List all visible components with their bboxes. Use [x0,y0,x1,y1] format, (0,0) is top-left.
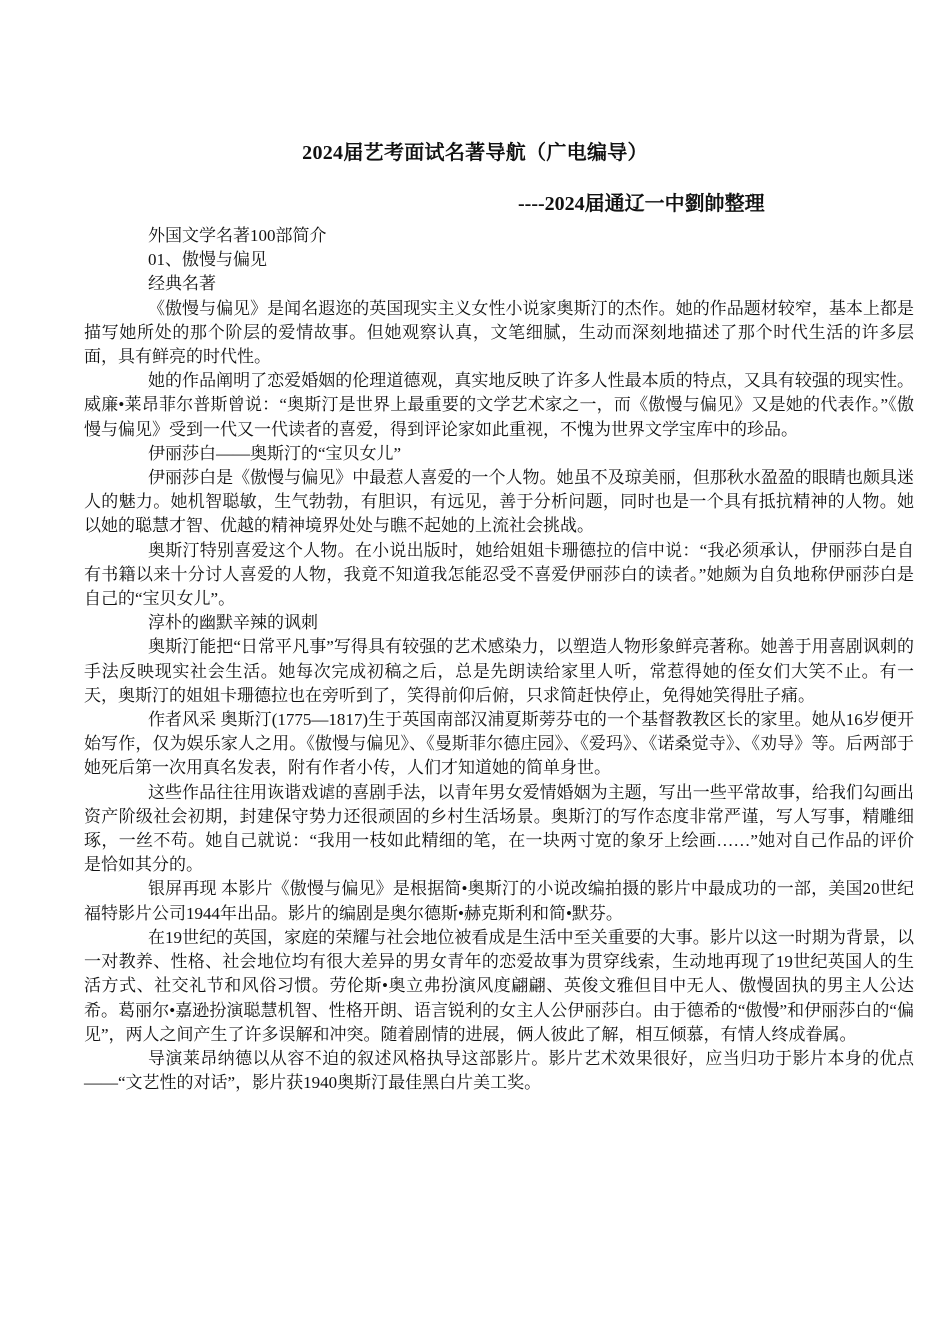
body-paragraph: 她的作品阐明了恋爱婚姻的伦理道德观，真实地反映了许多人性最本质的特点，又具有较强的现实性。威廉•莱昂菲尔普斯曾说：“奥斯汀是世界上最重要的文学艺术家之一，而《傲慢与偏见》又是她的代表作。”《傲慢与偏见》受到一代又一代读者的喜爱，得到评论家如此重视，不愧为世界文学宝库中的珍品。 [84,371,914,439]
body-paragraph: 《傲慢与偏见》是闻名遐迩的英国现实主义女性小说家奥斯汀的杰作。她的作品题材较窄，基本上都是描写她所处的那个阶层的爱情故事。但她观察认真，文笔细腻，生动而深刻地描述了那个时代生活的许多层面，具有鲜亮的时代性。 [84,298,914,367]
body-paragraph: 奥斯汀能把“日常平凡事”写得具有较强的艺术感染力，以塑造人物形象鲜亮著称。她善于用喜剧讽刺的手法反映现实社会生活。她每次完成初稿之后，总是先朗读给家里人听，常惹得她的侄女们大笑不止。有一天，奥斯汀的姐姐卡珊德拉也在旁听到了，笑得前仰后俯，只求简赶快停止，免得她笑得肚子痛。 [84,637,914,705]
body-paragraph: 01、傲慢与偏见 [148,250,267,270]
body-paragraph: 经典名著 [148,274,216,294]
document-title: 2024届艺考面试名著导航（广电编导） [302,142,648,164]
body-paragraph: 奥斯汀特别喜爱这个人物。在小说出版时，她给姐姐卡珊德拉的信中说：“我必须承认，伊丽莎白是自有书籍以来十分讨人喜爱的人物，我竟不知道我怎能忍受不喜爱伊丽莎白的读者。”她颇为自负地称伊丽莎白是自己的“宝贝女儿”。 [84,540,914,609]
body-paragraph: 作者风采 奥斯汀(1775—1817)生于英国南部汉浦夏斯蒡芬屯的一个基督教教区长的家里。她从16岁便开始写作，仅为娱乐家人之用。《傲慢与偏见》、《曼斯菲尔德庄园》、《爱玛》、《诺桑觉寺》、《劝导》等。后两部于她死后第一次用真名发表，附有作者小传，人们才知道她的简单身世。 [84,710,914,778]
document-body [84,224,914,1095]
body-paragraph: 伊丽莎白是《傲慢与偏见》中最惹人喜爱的一个人物。她虽不及琼美丽，但那秋水盈盈的眼睛也颇具迷人的魅力。她机智聪敏，生气勃勃，有胆识，有远见，善于分析问题，同时也是一个具有抵抗精神的人物。她以她的聪慧才智、优越的精神境界处处与瞧不起她的上流社会挑战。 [84,468,914,536]
body-paragraph: 这些作品往往用诙谐戏谑的喜剧手法，以青年男女爱情婚姻为主题，写出一些平常故事，给我们勾画出资产阶级社会初期，封建保守势力还很顽固的乡村生活场景。奥斯汀的写作态度非常严谨，写人写事，精雕细琢，一丝不苟。她自己就说：“我用一枝如此精细的笔，在一块两寸宽的象牙上绘画……”她对自己作品的评价是恰如其分的。 [84,782,914,875]
body-paragraph: 外国文学名著100部简介 [148,226,327,245]
body-paragraph: 导演莱昂纳德以从容不迫的叙述风格执导这部影片。影片艺术效果很好，应当归功于影片本身的优点——“文艺性的对话”，影片获1940奥斯汀最佳黑白片美工奖。 [84,1048,914,1093]
document-subtitle: ----2024届通辽一中劉帥整理 [518,193,765,215]
body-paragraph: 淳朴的幽默辛辣的讽刺 [148,613,318,633]
body-paragraph: 银屏再现 本影片《傲慢与偏见》是根据简•奥斯汀的小说改编拍摄的影片中最成功的一部，美国20世纪福特影片公司1944年出品。影片的编剧是奥尔德斯•赫克斯利和简•默芬。 [84,879,914,923]
body-paragraph: 在19世纪的英国，家庭的荣耀与社会地位被看成是生活中至关重要的大事。影片以这一时期为背景，以一对教养、性格、社会地位均有很大差异的男女青年的恋爱故事为贯穿线索，生动地再现了19世纪英国人的生活方式、社交礼节和风俗习惯。劳伦斯•奥立弗扮演风度翩翩、英俊文雅但目中无人、傲慢固执的男主人公达希。葛丽尔•嘉逊扮演聪慧机智、性格开朗、语言锐利的女主人公伊丽莎白。由于德希的“傲慢”和伊丽莎白的“偏见”，两人之间产生了许多误解和冲突。随着剧情的进展，俩人彼此了解，相互倾慕，有情人终成眷属。 [84,927,914,1044]
body-paragraph: 伊丽莎白——奥斯汀的“宝贝女儿” [148,443,402,463]
